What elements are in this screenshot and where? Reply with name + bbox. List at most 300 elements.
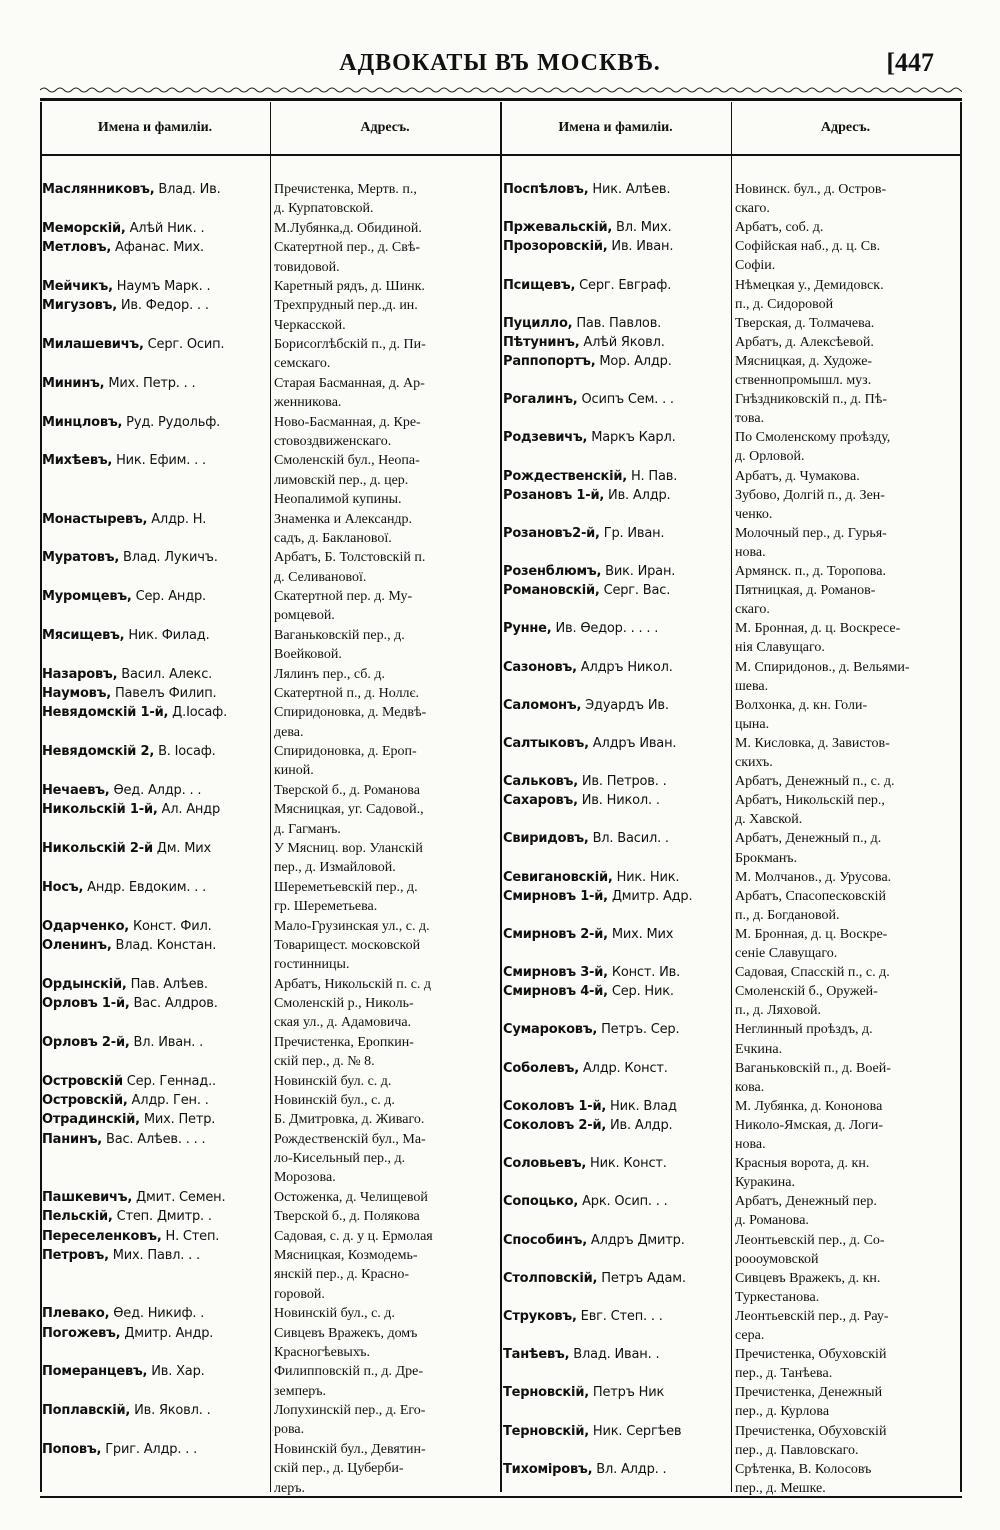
address-line: Смоленскій бул., Неопа-: [274, 453, 420, 469]
entry-given-name: Мих. Петр. . .: [104, 375, 196, 391]
entry-given-name: Алдръ Никол.: [576, 659, 673, 675]
entry-given-name: Наумъ Марк. .: [112, 278, 211, 294]
address-line: Пречистенка, Обуховскій: [735, 1423, 887, 1439]
entry-surname: Невядомскій 1-й,: [42, 705, 169, 721]
entry-name: [42, 1072, 268, 1091]
entry-name: [503, 1422, 729, 1441]
entry-given-name: Осипъ Сем. . .: [577, 392, 674, 408]
address-line: д. Романова.: [735, 1213, 809, 1229]
entry-address: [735, 696, 960, 734]
entry-surname: Струковъ,: [503, 1308, 577, 1324]
address-line: скаго.: [735, 602, 770, 618]
entry-name: [503, 1192, 729, 1211]
address-line: Лопухинскій пер., д. Его-: [274, 1403, 426, 1419]
entry-name: [503, 619, 729, 638]
entry-given-name: Вл. Иван. .: [129, 1034, 204, 1050]
address-line: роооумовской: [735, 1251, 819, 1267]
entry-given-name: Андр. Евдоким. . .: [83, 879, 207, 895]
address-line: Пятницкая, д. Романов-: [735, 583, 876, 599]
entry-name: [503, 390, 729, 409]
entry-surname: Смирновъ 1-й,: [503, 888, 608, 904]
entry-address: [274, 1324, 499, 1363]
entry-address: [735, 467, 960, 486]
entry-name: [42, 1246, 268, 1265]
entry-address: [274, 1072, 499, 1091]
entry-given-name: Ник. Ефим. . .: [112, 453, 206, 469]
entry-address: [735, 237, 960, 275]
address-line: Тверской б., д. Романова: [274, 782, 420, 798]
entry-given-name: Ив. Петров. .: [577, 774, 667, 790]
address-line: пер., д. Танѣева.: [735, 1366, 833, 1382]
entry-address: [274, 451, 499, 509]
address-line: По Смоленскому проѣзду,: [735, 430, 891, 446]
address-line: М. Бронная, д. ц. Воскре-: [735, 926, 888, 942]
address-line: Леонтьевскій пер., д. Рау-: [735, 1308, 889, 1324]
entry-address: [735, 963, 960, 982]
entry-address: [735, 333, 960, 352]
entry-address: [735, 352, 960, 390]
entry-surname: Терновскій,: [503, 1423, 589, 1439]
entry-surname: Смирновъ 3-й,: [503, 965, 608, 981]
address-line: д. Гагманъ.: [274, 821, 341, 837]
address-line: Арбатъ, Спасопесковскій: [735, 888, 886, 904]
entry-given-name: Ив. Никол. .: [577, 793, 660, 809]
entry-surname: Смирновъ 2-й,: [503, 926, 608, 942]
entry-name: [42, 1324, 268, 1343]
entry-given-name: Алдръ Дмитр.: [586, 1232, 685, 1248]
entry-given-name: Дмит. Семен.: [132, 1189, 226, 1205]
address-line: Спиридоновка, д. Медвѣ-: [274, 705, 427, 721]
address-line: Пречистенка, Обуховскій: [735, 1347, 887, 1363]
entry-address: [274, 781, 499, 800]
address-line: Мясницкая, д. Художе-: [735, 353, 873, 369]
address-line: М. Кисловка, д. Завистов-: [735, 735, 890, 751]
entry-address: [274, 684, 499, 703]
entry-given-name: Ив. Иван.: [607, 239, 674, 255]
entry-surname: Рогалинъ,: [503, 392, 578, 408]
entry-address: [735, 619, 960, 657]
entry-address: [274, 510, 499, 549]
entry-name: [42, 548, 268, 567]
entry-name: [42, 878, 268, 897]
entry-surname: Способинъ,: [503, 1232, 587, 1248]
address-line: Арбатъ, Денежный пер.: [735, 1194, 877, 1210]
entry-given-name: Влад. Ив.: [154, 182, 221, 197]
entry-given-name: Григ. Алдр. . .: [101, 1441, 198, 1457]
entry-surname: Отрадинскій,: [42, 1112, 140, 1128]
address-line: Красныя ворота, д. кн.: [735, 1156, 870, 1172]
entry-name: [42, 510, 268, 529]
entry-address: [735, 1460, 960, 1498]
entry-name: [503, 314, 729, 333]
entry-name: [42, 1207, 268, 1226]
address-line: земперъ.: [274, 1383, 327, 1399]
col-divider-1: [270, 102, 271, 1492]
address-line: Ечкина.: [735, 1041, 783, 1057]
entry-surname: Померанцевъ,: [42, 1364, 148, 1380]
entry-surname: Пржевальскій,: [503, 220, 613, 236]
address-line: нова.: [735, 1137, 766, 1153]
entry-address: [735, 314, 960, 333]
entry-address: [735, 1307, 960, 1345]
entry-address: [274, 1188, 499, 1207]
entry-name: [42, 1033, 268, 1052]
entry-surname: Минцловъ,: [42, 414, 123, 430]
address-line: Товарищест. московской: [274, 937, 421, 953]
entry-given-name: Ник. Конст.: [586, 1156, 667, 1172]
entry-name: [503, 887, 729, 906]
entry-given-name: Вл. Васил. .: [588, 831, 669, 847]
entry-given-name: Петръ Ник: [588, 1385, 665, 1401]
colhead-address-left: Адресъ.: [360, 120, 410, 135]
address-line: ственнопромышл. муз.: [735, 373, 872, 388]
address-line: Сивцевъ Вражекъ, домъ: [274, 1325, 418, 1341]
entry-address: [274, 742, 499, 781]
address-line: Садовая, с. д. у ц. Ермолая: [274, 1228, 433, 1244]
entry-address: [274, 1440, 499, 1498]
address-line: Ново-Басманная, д. Кре-: [274, 414, 421, 430]
address-line: Армянск. п., д. Торопова.: [735, 564, 886, 580]
entry-given-name: Алдръ Иван.: [588, 735, 677, 751]
entry-surname: Раппопортъ,: [503, 353, 596, 369]
entry-address: [735, 581, 960, 619]
address-line: скаго.: [735, 201, 770, 217]
entry-surname: Островскій,: [42, 1092, 128, 1108]
entry-surname: Никольскій 1-й,: [42, 802, 158, 818]
entry-address: [735, 658, 960, 696]
entry-name: [42, 800, 268, 819]
entry-name: [42, 374, 268, 393]
entry-surname: Орловъ 1-й,: [42, 996, 130, 1012]
address-line: Новинскій бул. с. д.: [274, 1073, 392, 1089]
entry-name: [503, 180, 729, 199]
entry-given-name: Петръ Адам.: [597, 1270, 686, 1286]
entry-given-name: Евг. Степ. . .: [576, 1308, 663, 1324]
address-line: Пречистенка, Денежный: [735, 1385, 883, 1401]
entry-name: [42, 451, 268, 470]
entry-name: [503, 428, 729, 447]
entry-address: [274, 839, 499, 878]
entry-address: [274, 936, 499, 975]
entry-surname: Рунне,: [503, 621, 552, 637]
col-divider-3: [731, 102, 732, 1492]
entry-given-name: Алдр. Ген. .: [127, 1092, 209, 1108]
address-line: Арбатъ, Никольскій пер.,: [735, 793, 885, 809]
address-line: Мало-Грузинская ул., с. д.: [274, 918, 430, 934]
address-line: шева.: [735, 678, 769, 694]
entry-name: [503, 772, 729, 791]
entry-surname: Островскій: [42, 1073, 123, 1089]
colhead-name-right: Имена и фамиліи.: [558, 120, 673, 135]
address-line: Пречистенка, Еропкин-: [274, 1034, 414, 1050]
entry-surname: Сумароковъ,: [503, 1022, 598, 1038]
address-line: Новинскій бул., с. д.: [274, 1092, 395, 1108]
address-line: Остоженка, д. Челищевой: [274, 1189, 428, 1205]
address-line: Филипповскій п., д. Дре-: [274, 1364, 423, 1380]
address-line: М. Лубянка, д. Кононова: [735, 1098, 883, 1114]
entry-surname: Поповъ,: [42, 1441, 102, 1457]
address-line: М. Молчанов., д. Урусова.: [735, 869, 892, 885]
entry-surname: Розановъ 1-й,: [503, 487, 605, 503]
entry-surname: Сахаровъ,: [503, 793, 578, 809]
entry-name: [42, 781, 268, 800]
entry-given-name: Вик. Иран.: [601, 564, 676, 580]
address-line: Тверской б., д. Полякова: [274, 1209, 420, 1225]
address-line: Арбатъ, соб. д.: [735, 220, 824, 236]
entry-given-name: Сер. Андр.: [131, 589, 206, 605]
entry-surname: Невядомскій 2,: [42, 744, 155, 760]
entry-given-name: Мих. Мих: [607, 926, 674, 942]
entry-address: [735, 1231, 960, 1269]
entry-name: [42, 975, 268, 994]
address-line: Неопалимой купины.: [274, 492, 402, 508]
entry-surname: Соболевъ,: [503, 1060, 579, 1076]
entry-address: [735, 982, 960, 1020]
entry-name: [503, 276, 729, 295]
address-line: лимовскій пер., д. цер.: [274, 472, 409, 488]
address-line: Срѣтенка, В. Колосовъ: [735, 1461, 872, 1477]
address-line: д. Курпатовской.: [274, 201, 374, 217]
entry-address: [274, 1304, 499, 1323]
address-line: Смоленскій р., Николь-: [274, 996, 414, 1012]
entry-given-name: Степ. Дмитр. .: [112, 1209, 212, 1225]
entry-given-name: Влад. Лукичъ.: [119, 550, 218, 566]
entry-given-name: Ив. Яковл. .: [130, 1403, 211, 1419]
entry-name: [42, 917, 268, 936]
entry-given-name: Ник. Ник.: [612, 869, 680, 885]
entry-name: [503, 1345, 729, 1364]
address-line: д. Хавской.: [735, 812, 803, 828]
entry-name: [42, 994, 268, 1013]
entry-address: [735, 868, 960, 887]
entry-address: [274, 994, 499, 1033]
entry-given-name: Ив. Федор. . .: [116, 298, 209, 314]
entry-address: [274, 587, 499, 626]
entry-given-name: Ив. Алдр.: [604, 487, 671, 503]
entry-surname: Танѣевъ,: [503, 1347, 570, 1363]
address-line: д. Селиванової.: [274, 569, 367, 585]
entry-given-name: Дм. Мих: [152, 841, 211, 856]
entry-name: [42, 1362, 268, 1381]
address-line: Шереметьевскій пер., д.: [274, 879, 418, 895]
entry-given-name: Павелъ Филип.: [111, 685, 217, 701]
entry-address: [735, 524, 960, 562]
entry-address: [735, 734, 960, 772]
entry-address: [274, 878, 499, 917]
entry-address: [274, 975, 499, 994]
address-line: Куракина.: [735, 1175, 795, 1191]
entry-given-name: Ив. Алдр.: [606, 1117, 673, 1133]
entry-given-name: Эдуардъ Ив.: [581, 697, 669, 713]
address-line: Лялинъ пер., сб. д.: [274, 666, 385, 682]
address-line: ло-Кисельный пер., д.: [274, 1151, 406, 1167]
address-line: Трехпрудный пер.,д. ин.: [274, 298, 418, 314]
entry-surname: Саломонъ,: [503, 697, 582, 713]
address-line: Мясницкая, уг. Садовой.,: [274, 802, 424, 818]
entry-given-name: Алѣй Яковл.: [579, 334, 665, 350]
entry-address: [274, 1033, 499, 1072]
address-line: Нѣмецкая у., Демидовск.: [735, 277, 884, 293]
entry-name: [503, 1460, 729, 1479]
address-line: Черкасской.: [274, 317, 346, 333]
address-line: гр. Шереметьева.: [274, 899, 378, 915]
entry-surname: Тихоміровъ,: [503, 1461, 593, 1477]
entry-name: [503, 1116, 729, 1135]
address-line: М. Спиридонов., д. Вельями-: [735, 659, 910, 675]
entry-address: [274, 1130, 499, 1188]
entry-address: [274, 1207, 499, 1226]
entry-address: [735, 1422, 960, 1460]
address-line: пер., д. Измайловой.: [274, 860, 396, 876]
address-line: горовой.: [274, 1286, 325, 1302]
border-right: [960, 102, 962, 1492]
entry-surname: Переселенковъ,: [42, 1228, 162, 1244]
address-line: Воейковой.: [274, 647, 342, 663]
entry-given-name: Ник. Влад: [606, 1098, 677, 1114]
entry-address: [735, 925, 960, 963]
colhead-address-right: Адресъ.: [820, 120, 871, 135]
entry-name: [42, 1401, 268, 1420]
entry-surname: Прозоровскій,: [503, 239, 608, 255]
entry-given-name: Серг. Евграф.: [575, 277, 672, 293]
address-line: сера.: [735, 1328, 765, 1344]
entry-name: [503, 581, 729, 600]
entry-given-name: Вас. Алдров.: [129, 996, 218, 1012]
entry-address: [735, 486, 960, 524]
entry-name: [42, 936, 268, 955]
address-line: Туркестанова.: [735, 1289, 820, 1305]
entry-address: [274, 800, 499, 839]
entry-given-name: Вас. Алѣев. . . .: [102, 1131, 206, 1147]
entry-surname: Соколовъ 2-й,: [503, 1117, 607, 1133]
address-line: ромцевой.: [274, 608, 335, 624]
entry-surname: Мигузовъ,: [42, 298, 117, 314]
entry-address: [735, 1020, 960, 1058]
entry-address: [274, 374, 499, 413]
entry-name: [42, 1227, 268, 1246]
address-line: Красногѣевыхъ.: [274, 1344, 371, 1360]
entry-given-name: Сер. Ник.: [607, 984, 674, 1000]
colhead-name-left: Имена и фамиліи.: [97, 120, 213, 135]
entry-surname: Носъ,: [42, 879, 84, 895]
address-line: пер., д. Курлова: [735, 1404, 830, 1420]
entry-name: [503, 734, 729, 753]
entry-address: [735, 1345, 960, 1383]
entry-address: [274, 335, 499, 374]
entry-name: [503, 524, 729, 543]
entry-given-name: В. Іосаф.: [154, 744, 216, 760]
entry-name: [503, 218, 729, 237]
entry-name: [42, 277, 268, 296]
entry-surname: Смирновъ 4-й,: [503, 984, 608, 1000]
entry-given-name: Пав. Алѣев.: [126, 976, 208, 992]
entry-name: [42, 1440, 268, 1459]
address-line: рова.: [274, 1422, 305, 1438]
entry-given-name: Васил. Алекс.: [117, 666, 213, 682]
entry-name: [503, 467, 729, 486]
entry-surname: Мининъ,: [42, 375, 105, 391]
entry-address: [735, 1116, 960, 1154]
entry-address: [735, 829, 960, 867]
entry-given-name: Маркъ Карл.: [587, 430, 676, 446]
address-line: Садовая, Спасскій п., с. д.: [735, 965, 890, 981]
address-line: Арбатъ, Никольскій п. с. д: [274, 976, 432, 992]
address-line: Скатертной пер., д. Свѣ-: [274, 240, 421, 256]
address-line: сеніе Славущаго.: [735, 946, 838, 962]
entry-surname: Пашкевичъ,: [42, 1189, 133, 1205]
entry-name: [503, 1154, 729, 1173]
entry-given-name: Гр. Иван.: [599, 525, 665, 541]
entry-name: [42, 587, 268, 606]
entry-name: [42, 296, 268, 315]
address-line: пер., д. Павловскаго.: [735, 1442, 859, 1458]
entry-surname: Ордынскій,: [42, 976, 127, 992]
entry-name: [42, 180, 268, 199]
entry-surname: Мейчикъ,: [42, 278, 113, 294]
entry-given-name: Н. Степ.: [161, 1228, 220, 1244]
entry-name: [42, 219, 268, 238]
address-line: Мясницкая, Козмодемь-: [274, 1248, 418, 1264]
entry-surname: Севигановскій,: [503, 869, 613, 885]
entry-address: [274, 238, 499, 277]
entry-surname: Рождественскій,: [503, 468, 628, 484]
entry-surname: Муромцевъ,: [42, 589, 132, 605]
address-line: семскаго.: [274, 356, 331, 372]
entry-address: [735, 276, 960, 314]
entry-given-name: Ал. Андр: [157, 802, 221, 818]
entry-surname: Сазоновъ,: [503, 659, 577, 675]
entry-surname: Мясищевъ,: [42, 627, 125, 643]
entry-name: [503, 1231, 729, 1250]
entry-address: [274, 1362, 499, 1401]
entry-address: [274, 917, 499, 936]
entry-surname: Погожевъ,: [42, 1325, 121, 1341]
entry-address: [735, 1154, 960, 1192]
address-line: скій пер., д. Цуберби-: [274, 1461, 404, 1477]
address-line: Старая Басманная, д. Ар-: [274, 375, 425, 391]
entry-name: [503, 868, 729, 887]
entry-name: [503, 829, 729, 848]
address-line: женникова.: [274, 395, 342, 411]
entry-name: [42, 1091, 268, 1110]
address-line: Рождественскій бул., Ма-: [274, 1131, 426, 1147]
entry-given-name: Мор. Алдр.: [595, 353, 672, 369]
address-line: Новинскій бул., с. д.: [274, 1306, 395, 1322]
entry-given-name: Өед. Алдр. . .: [109, 782, 202, 798]
entry-surname: Орловъ 2-й,: [42, 1034, 130, 1050]
entry-address: [735, 791, 960, 829]
entry-given-name: Өед. Никиф. .: [109, 1306, 205, 1322]
address-line: товидовой.: [274, 259, 340, 275]
address-line: скихъ.: [735, 755, 773, 771]
address-line: Скатертной п., д. Ноллє.: [274, 685, 420, 701]
address-line: янскій пер., д. Красно-: [274, 1267, 410, 1283]
entry-given-name: Дмитр. Адр.: [607, 888, 693, 904]
address-line: Зубово, Долгій п., д. Зен-: [735, 487, 885, 503]
entry-name: [503, 1383, 729, 1402]
entry-address: [274, 1227, 499, 1246]
entry-name: [42, 335, 268, 354]
address-line: леръ.: [274, 1480, 305, 1496]
entry-address: [274, 219, 499, 238]
entry-given-name: Ник. Алѣев.: [588, 182, 671, 197]
address-line: Волхонка, д. кн. Голи-: [735, 697, 868, 713]
entry-address: [274, 413, 499, 452]
entry-address: [274, 1091, 499, 1110]
entry-given-name: Дмитр. Андр.: [120, 1325, 214, 1341]
entry-name: [42, 742, 268, 761]
entry-given-name: Пав. Павлов.: [572, 315, 662, 331]
